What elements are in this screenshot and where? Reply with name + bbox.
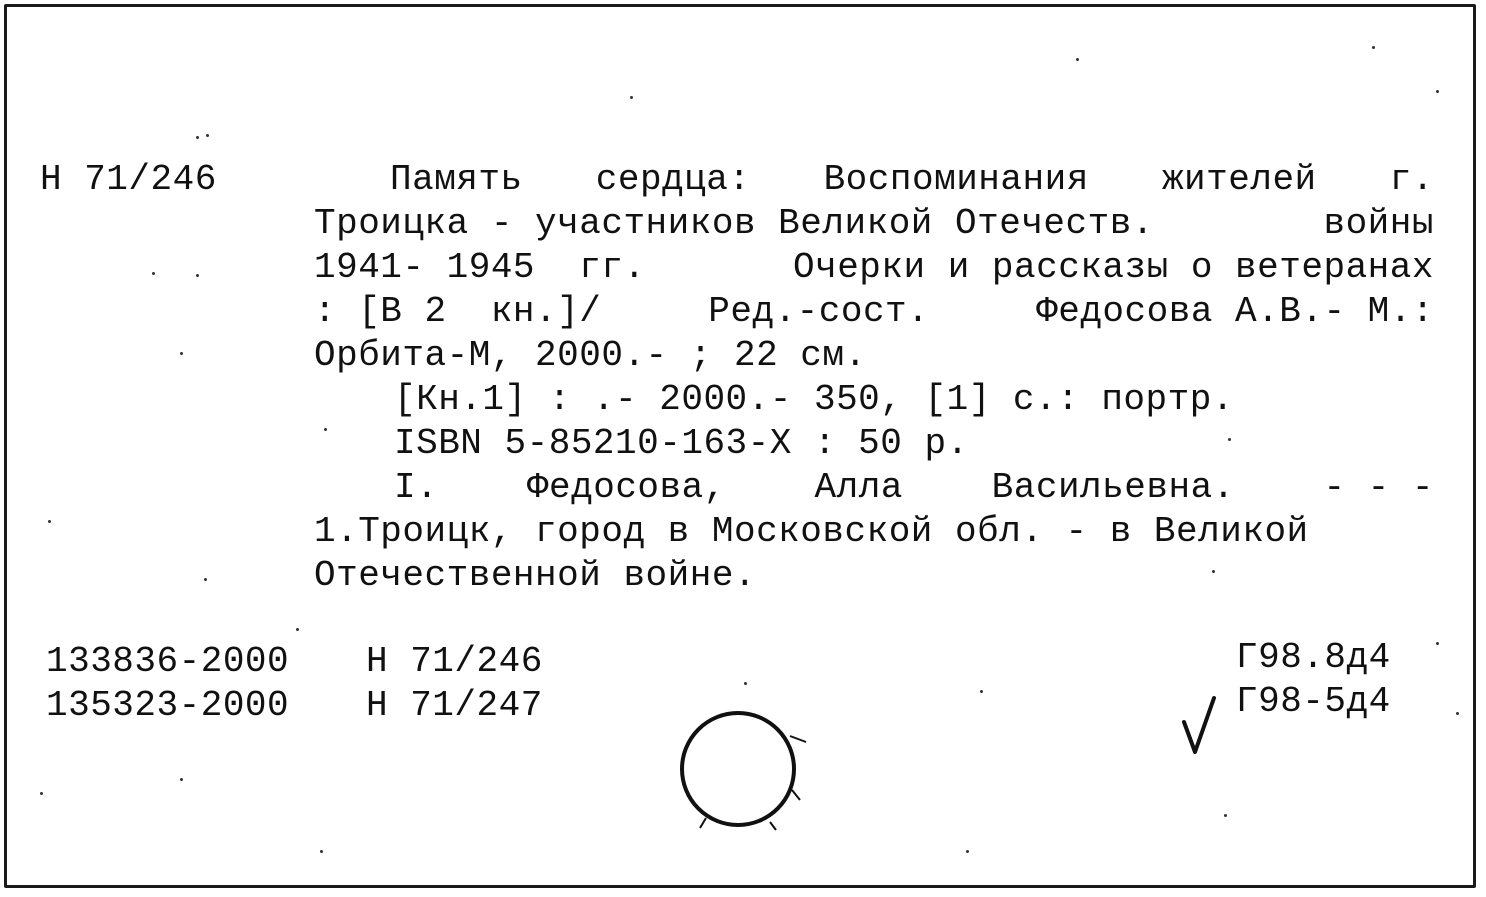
word: Федосова, — [526, 467, 726, 508]
word: Память — [390, 159, 523, 200]
word: жителей — [1161, 159, 1317, 200]
speck — [48, 520, 51, 523]
isbn: ISBN 5-85210-163-X : 50 р. — [394, 423, 969, 464]
speck — [744, 682, 747, 685]
inventory-row — [46, 640, 543, 684]
desc-line-2 — [314, 202, 1434, 246]
word: - - - — [1323, 467, 1434, 508]
speck — [1076, 58, 1079, 61]
word: сердца: — [595, 159, 751, 200]
speck — [1436, 90, 1439, 93]
speck — [196, 136, 199, 139]
speck — [180, 352, 183, 355]
speck — [1224, 814, 1227, 817]
bibliographic-description — [314, 158, 1434, 598]
inventory-shelf: Н 71/246 — [366, 641, 543, 682]
desc-line-6 — [314, 378, 1434, 422]
desc-line-10 — [314, 554, 1434, 598]
word: войны — [1323, 203, 1434, 244]
word: г. — [1389, 159, 1434, 200]
speck — [1436, 642, 1439, 645]
speck — [196, 274, 199, 277]
word: Воспоминания — [823, 159, 1089, 200]
inventory-number: 135323-2000 — [46, 685, 290, 726]
word: : [В 2 кн.]/ — [314, 291, 602, 332]
speck — [980, 690, 983, 693]
subject-heading: 1.Троицк, город в Московской обл. - в Великой — [314, 511, 1309, 552]
shelfmark: Н 71/246 — [40, 159, 217, 200]
desc-line-1 — [314, 158, 1434, 202]
word: I. — [394, 467, 439, 508]
desc-line-7 — [314, 422, 1434, 466]
speck — [320, 850, 323, 853]
speck — [1212, 570, 1215, 573]
desc-line-3 — [314, 246, 1434, 290]
speck — [1456, 712, 1459, 715]
inventory-shelf: Н 71/247 — [366, 685, 543, 726]
desc-line-5 — [314, 334, 1434, 378]
imprint: Орбита-М, 2000.- ; 22 см. — [314, 335, 867, 376]
word: Алла — [814, 467, 903, 508]
word: 1941- 1945 гг. — [314, 247, 646, 288]
classification-index: Г98.8д4 — [1236, 637, 1391, 678]
volume-info: [Кн.1] : .- 2000.- 350, [1] с.: портр. — [394, 379, 1234, 420]
inventory-row — [46, 684, 543, 728]
speck — [324, 428, 327, 431]
speck — [1372, 46, 1375, 49]
speck — [40, 792, 43, 795]
word: Васильевна. — [991, 467, 1235, 508]
desc-line-9 — [314, 510, 1434, 554]
inventory-number: 133836-2000 — [46, 641, 290, 682]
speck — [1228, 438, 1231, 441]
subject-heading-cont: Отечественной войне. — [314, 555, 757, 596]
word: Очерки и рассказы о ветеранах — [792, 247, 1434, 288]
word: Ред.-сост. — [708, 291, 930, 332]
speck — [204, 578, 207, 581]
speck — [296, 628, 299, 631]
word: Федосова А.В.- М.: — [1036, 291, 1434, 332]
classification-index: Г98-5д4 — [1236, 681, 1391, 722]
word: Троицка - участников Великой Отечеств. — [314, 203, 1154, 244]
speck — [630, 96, 633, 99]
desc-line-4 — [314, 290, 1434, 334]
speck — [152, 272, 155, 275]
inventory-list — [46, 640, 543, 728]
speck — [206, 134, 209, 137]
speck — [180, 778, 183, 781]
desc-line-8 — [314, 466, 1434, 510]
speck — [966, 850, 969, 853]
classification-indices — [1236, 636, 1391, 724]
